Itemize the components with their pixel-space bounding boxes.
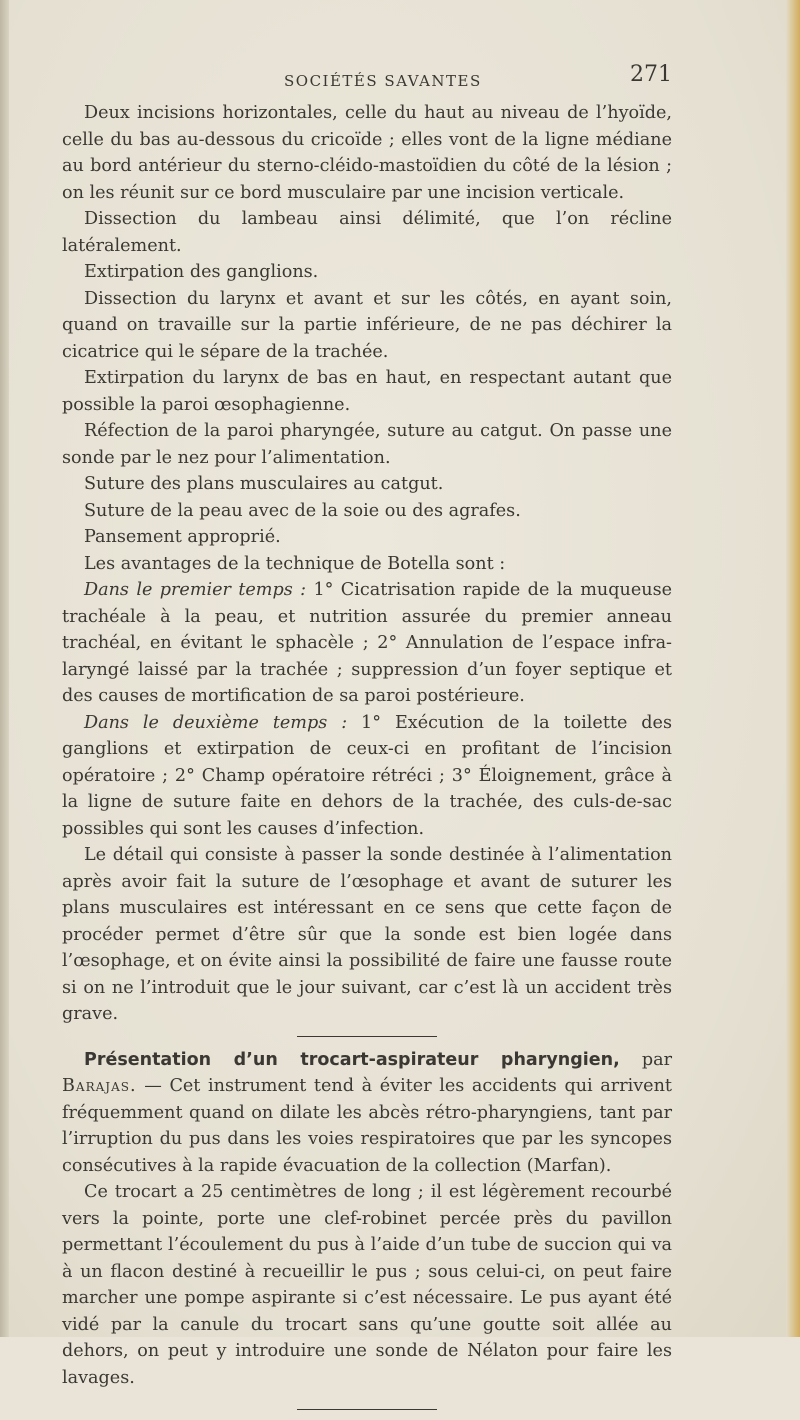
presentation-text: Cet instrument tend à éviter les accidents qui arrivent fréquemment quand on dilate les abcès rétro-pharyngiens, tant par l’irruption du pus dans les voies respiratoires que par les syncopes consécutives à la rapide évacuation de la collection (Marfan). (62, 1076, 672, 1176)
first-time-paragraph (62, 577, 672, 710)
first-time-label: Dans le premier temps : (84, 580, 307, 600)
by-word: par (641, 1049, 672, 1070)
trocart-paragraph: Ce trocart a 25 centimètres de long ; il est légèrement recourbé vers la pointe, porte une clef-robinet percée près du pavillon permettant l’écoulement du pus à l’aide d’un tube de succion qui va à un flacon destiné à recueillir le pus ; sous celui-ci, on peut faire marcher une pompe aspirante si c’est nécessaire. Le pus ayant été vidé par la canule du trocart sans qu’une goutte soit allée au dehors, on peut y introduire une sonde de Nélaton pour faire les lavages. (62, 1182, 672, 1388)
paragraph: Pansement approprié. (84, 527, 281, 547)
page-right-edge (786, 0, 800, 1337)
paragraph: Deux incisions horizontales, celle du haut au niveau de l’hyoïde, celle du bas au-dessous du cricoïde ; elles vont de la ligne médiane au bord antérieur du sterno-cléido-mastoïdien du côté de la lésion ; on les réunit sur ce bord musculaire par une incision verticale. (62, 103, 672, 203)
section-heading: Présentation d’un trocart-aspirateur pharyngien, (84, 1049, 620, 1070)
paragraph: Dissection du lambeau ainsi délimité, que l’on récline latéralement. (62, 209, 672, 256)
paragraph: Réfection de la paroi pharyngée, suture au catgut. On passe une sonde par le nez pour l’alimentation. (62, 421, 672, 468)
running-title: SOCIÉTÉS SAVANTES (284, 72, 482, 90)
paragraph: Suture des plans musculaires au catgut. (84, 474, 444, 494)
paragraph: Suture de la peau avec de la soie ou des agrafes. (84, 500, 521, 521)
second-time-label: Dans le deuxième temps : (84, 712, 348, 733)
presentation-paragraph (62, 1047, 672, 1180)
paragraph: Dissection du larynx et avant et sur les côtés, en ayant soin, quand on travaille sur la partie inférieure, de ne pas déchirer la cicatrice qui le sépare de la trachée. (62, 288, 672, 362)
detail-paragraph: Le détail qui consiste à passer la sonde destinée à l’alimentation après avoir fait la suture de l’œsophage et avant de suturer les plans musculaires est intéressant en ce sens que cette façon de procéder permet d’être sûr que la sonde est bien logée dans l’œsophage, et on évite ainsi la possibilité de faire une fausse route si on ne l’introduit que le jour suivant, car c’est là un accident très grave. (62, 845, 672, 1024)
end-separator (297, 1409, 437, 1410)
second-time-text: 1° Exécution de la toilette des ganglions et extirpation de ceux-ci en profitant de l’incision opératoire ; 2° Champ opératoire rétréci ; 3° Éloignement, grâce à la ligne de suture faite en dehors de la trachée, des culs-de-sac possibles qui sont les causes d’infection. (62, 712, 672, 839)
page-number: 271 (630, 62, 672, 87)
second-time-paragraph (62, 710, 672, 843)
page-header (62, 60, 672, 94)
paragraph: Extirpation des ganglions. (84, 262, 319, 282)
paragraph: Extirpation du larynx de bas en haut, en respectant autant que possible la paroi œsophagienne. (62, 368, 672, 415)
page-left-edge (0, 0, 9, 1337)
em-dash: — (144, 1076, 162, 1096)
first-time-text: 1° Cicatrisation rapide de la muqueuse trachéale à la peau, et nutrition assurée du premier anneau trachéal, en évitant le sphacèle ; 2° Annulation de l’espace infra-laryngé laissé par la trachée ; suppression d’un foyer septique et des causes de mortification de sa paroi postérieure. (62, 580, 673, 706)
paragraph: Les avantages de la technique de Botella sont : (84, 553, 506, 574)
author-name: Barajas. (62, 1076, 137, 1096)
section-separator (297, 1036, 437, 1037)
page-body (62, 100, 672, 1420)
